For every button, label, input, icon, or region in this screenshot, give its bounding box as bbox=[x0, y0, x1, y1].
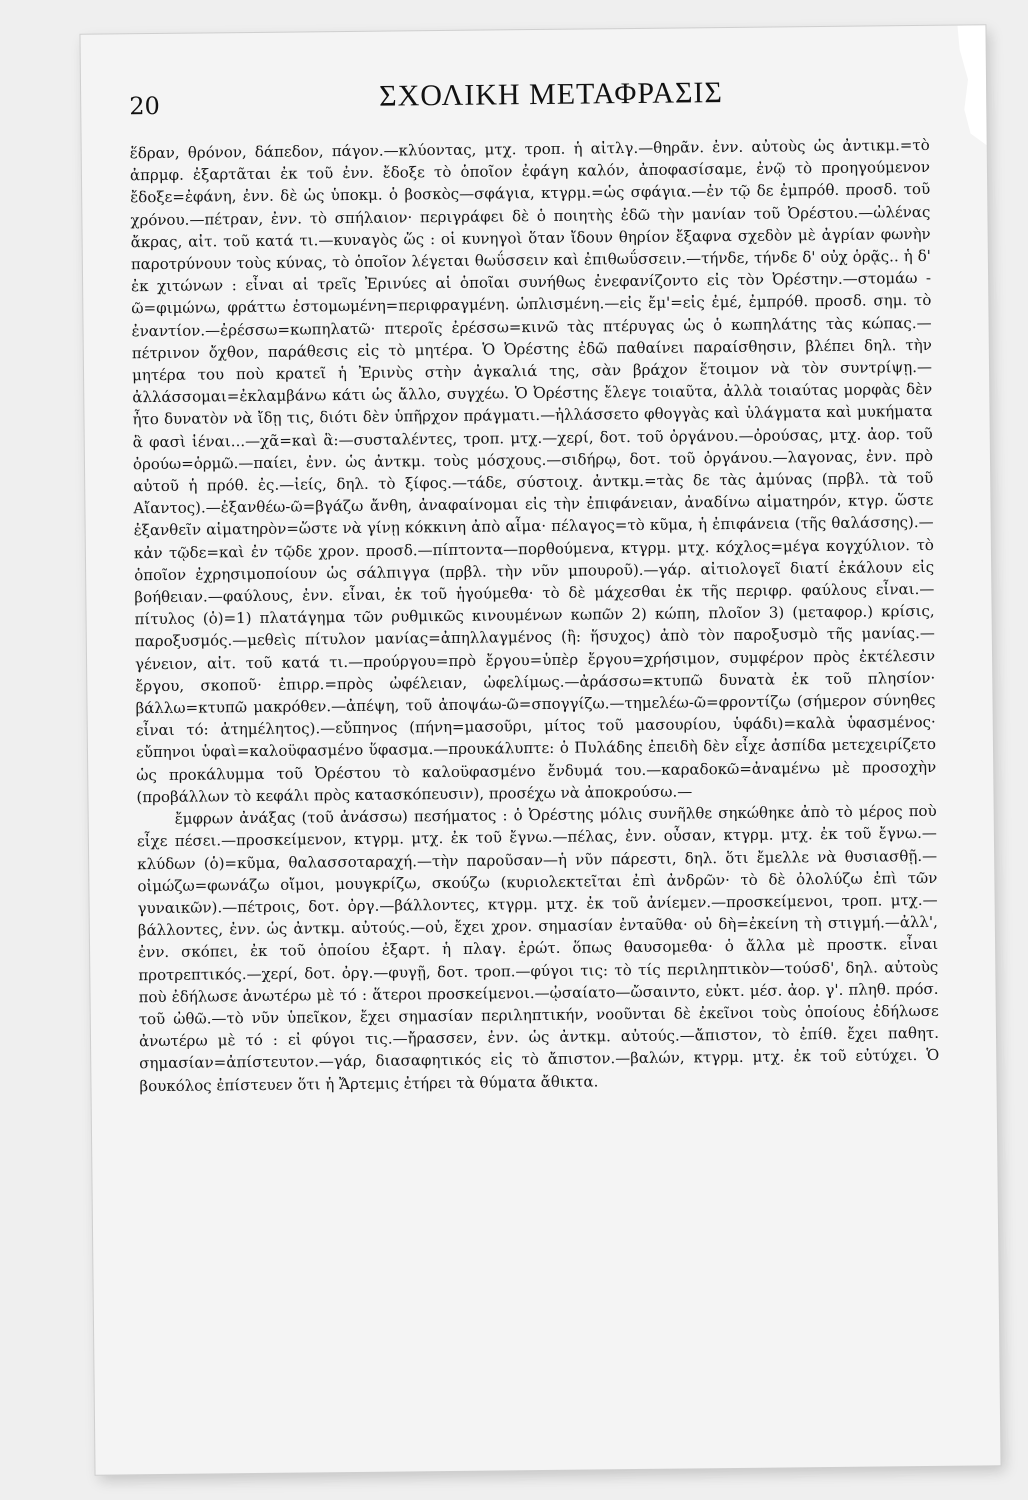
torn-page-corner bbox=[945, 25, 986, 145]
running-title: ΣΧΟΛΙΚΗ ΜΕΤΑΦΡΑΣΙΣ bbox=[378, 76, 724, 113]
body-text bbox=[130, 134, 940, 1097]
page-number: 20 bbox=[129, 91, 160, 121]
paragraph-1: ἕδραν, θρόνον, δάπεδον, πάγον.—κλύοντας, μτχ. τροπ. ἡ αἰτλγ.—θηρᾶν. ἐνν. αὐτοὺς ὡς ἀντικμ.=τὸ ἀπρμφ. ἐξαρτᾶται ἐκ τοῦ ἐνν. ἔδοξε τὸ ὁποῖον ἐφάγη καλόν, ἀποφασίσαμε, ἐνῷ τὸ προηγούμενον ἔδοξε=ἐφάνη, ἐνν. δὲ ὡς ὑποκμ. ὁ βοσκὸς—σφάγια, κτγρμ.=ὡς σφάγια.—ἐν τῷ δε ἐμπρόθ. προσδ. τοῦ χρόνου.—πέτραν, ἐνν. τὸ σπήλαιον· περιγράφει δὲ ὁ ποιητὴς ἐδῶ τὴν μανίαν τοῦ Ὀρέστου.—ὠλένας ἄκρας, αἰτ. τοῦ κατά τι.—κυναγὸς ὥς : οἱ κυνηγοὶ ὅταν ἴδουν θηρίον ἔξαφνα σχεδὸν μὲ ἀγρίαν φωνὴν παροτρύνουν τοὺς κύνας, τὸ ὁποῖον λέγεται θωΰσσειν καὶ ἐπιθωΰσσειν.—τήνδε, τήνδε δ' οὐχ ὁρᾷς.. ἡ δ' ἐκ χιτώνων : εἶναι αἱ τρεῖς Ἐρινύες αἱ ὁποῖαι συνήθως ἐνεφανίζοντο εἰς τὸν Ὀρέστην.—στομάω - ῶ=φιμώνω, φράττω ἐστομωμένη=περιφραγμένη. ὡπλισμένη.—εἰς ἔμ'=εἰς ἐμέ, ἐμπρόθ. προσδ. σημ. τὸ ἐναντίον.—ἐρέσσω=κωπηλατῶ· πτεροῖς ἐρέσσω=κινῶ τὰς πτέρυγας ὡς ὁ κωπηλάτης τὰς κώπας.—πέτρινον ὄχθον, παράθεσις εἰς τὸ μητέρα. Ὁ Ὀρέστης ἐδῶ παθαίνει παραίσθησιν, βλέπει δηλ. τὴν μητέρα του ποὺ κρατεῖ ἡ Ἐρινὺς στὴν ἀγκαλιά της, σὰν βράχον ἕτοιμον νὰ τὸν συντρίψῃ.—ἀλλάσσομαι=ἐκλαμβάνω κάτι ὡς ἄλλο, συγχέω. Ὁ Ὀρέστης ἔλεγε τοιαῦτα, ἀλλὰ τοιαύτας μορφὰς δὲν ἦτο δυνατὸν νὰ ἴδῃ τις, διότι δὲν ὑπῆρχον πράγματι.—ἠλλάσσετο φθογγὰς καὶ ὑλάγματα καὶ μυκήματα ἃ φασὶ ἱέναι...—χᾶ=καὶ ἃ:—συσταλέντες, τροπ. μτχ.—χερί, δοτ. τοῦ ὀργάνου.—ὀρούσας, μτχ. ἀορ. τοῦ ὀρούω=ὁρμῶ.—παίει, ἐνν. ὡς ἀντκμ. τοὺς μόσχους.—σιδήρῳ, δοτ. τοῦ ὀργάνου.—λαγονας, ἐνν. πρὸ αὐτοῦ ἡ πρόθ. ἐς.—ἰείς, δηλ. τὸ ξίφος.—τάδε, σύστοιχ. ἀντκμ.=τὰς δε τὰς ἀμύνας (πρβλ. τὰ τοῦ Αἴαντος).—ἐξανθέω-ῶ=βγάζω ἄνθη, ἀναφαίνομαι εἰς τὴν ἐπιφάνειαν, ἀναδίνω αἱματηρόν, κτγρ. ὥστε ἐξανθεῖν αἱματηρὸν=ὥστε νὰ γίνῃ κόκκινη ἀπὸ αἷμα· πέλαγος=τὸ κῦμα, ἡ ἐπιφάνεια (τῆς θαλάσσης).—κἀν τῷδε=καὶ ἐν τῷδε χρον. προσδ.—πίπτοντα—πορθούμενα, κτγρμ. μτχ. κόχλος=μέγα κογχύλιον. τὸ ὁποῖον ἐχρησιμοποίουν ὡς σάλπιγγα (πρβλ. τὴν νῦν μπουροῦ).—γάρ. αἰτιολογεῖ διατί ἐκάλουν εἰς βοήθειαν.—φαύλους, ἐνν. εἶναι, ἐκ τοῦ ἡγούμεθα· τὸ δὲ μάχεσθαι ἐκ τῆς περιφρ. φαύλους εἶναι.—πίτυλος (ὁ)=1) πλατάγημα τῶν ρυθμικῶς κινουμένων κωπῶν 2) κώπη, πλοῖον 3) (μεταφορ.) κρίσις, παροξυσμός.—μεθεὶς πίτυλον μανίας=ἀπηλλαγμένος (ἢ: ἥσυχος) ἀπὸ τὸν παροξυσμὸ τῆς μανίας.—γένειον, αἰτ. τοῦ κατά τι.—προύργου=πρὸ ἔργου=ὑπὲρ ἔργου=χρήσιμον, συμφέρον πρὸς ἐκτέλεσιν ἔργου, σκοποῦ· ἐπιρρ.=πρὸς ὠφέλειαν, ὠφελίμως.—ἀράσσω=κτυπῶ δυνατὰ ἐκ τοῦ πλησίον· βάλλω=κτυπῶ μακρόθεν.—ἀπέψη, τοῦ ἀποψάω-ῶ=σπογγίζω.—τημελέω-ῶ=φροντίζω (σήμερον σύνηθες εἶναι τό: ἀτημέλητος).—εὔπηνος (πήνη=μασοῦρι, μίτος τοῦ μασουρίου, ὑφάδι)=καλὰ ὑφασμένος· εὔπηνοι ὑφαὶ=καλοϋφασμένο ὕφασμα.—προυκάλυπτε: ὁ Πυλάδης ἐπειδὴ δὲν εἶχε ἀσπίδα μετεχειρίζετο ὡς προκάλυμμα τοῦ Ὀρέστου τὸ καλοϋφασμένο ἔνδυμά του.—καραδοκῶ=ἀναμένω μὲ προσοχὴν (προβάλλων τὸ κεφάλι πρὸς κατασκόπευσιν), προσέχω νὰ ἀποκρούσω.— bbox=[129, 135, 937, 807]
paragraph-2: ἔμφρων ἀνάξας (τοῦ ἀνάσσω) πεσήματος : ὁ Ὀρέστης μόλις συνῆλθε σηκώθηκε ἀπὸ τὸ μέρος ποὺ εἶχε πέσει.—προσκείμενον, κτγρμ. μτχ. ἐκ τοῦ ἔγνω.—πέλας, ἐνν. οὖσαν, κτγρμ. μτχ. ἐκ τοῦ ἔγνω.—κλύδων (ὁ)=κῦμα, θαλασσοταραχή.—τὴν παροῦσαν—ἡ νῦν πάρεστι, δηλ. ὅτι ἔμελλε νὰ θυσιασθῇ.—οἰμώζω=φωνάζω οἴμοι, μουγκρίζω, σκούζω (κυριολεκτεῖται ἐπὶ ἀνδρῶν· τὸ δὲ ὀλολύζω ἐπὶ τῶν γυναικῶν).—πέτροις, δοτ. ὀργ.—βάλλοντες, κτγρμ. μτχ. ἐκ τοῦ ἀνίεμεν.—προσκείμενοι, τροπ. μτχ.—βάλλοντες, ἐνν. ὡς ἀντκμ. αὐτούς.—οὐ, ἔχει χρον. σημασίαν ἐνταῦθα· οὐ δὴ=ἐκείνη τὴ στιγμή.—ἀλλ', ἐνν. σκόπει, ἐκ τοῦ ὁποίου ἐξαρτ. ἡ πλαγ. ἐρώτ. ὅπως θαυσομεθα· ὁ ἄλλα μὲ προστκ. εἶναι προτρεπτικός.—χερί, δοτ. ὀργ.—φυγῇ, δοτ. τροπ.—φύγοι τις: τὸ τίς περιληπτικὸν—τούσδ', δηλ. αὐτοὺς ποὺ ἐδήλωσε ἀνωτέρω μὲ τό : ἅτεροι προσκείμενοι.—ᾠσαίατο—ὤσαιντο, εὐκτ. μέσ. ἀορ. γ'. πληθ. πρόσ. τοῦ ὠθῶ.—τὸ νῦν ὑπεῖκον, ἔχει σημασίαν περιληπτικήν, νοοῦνται δὲ ἐκεῖνοι τοὺς ὁποίους ἐδήλωσε ἀνωτέρω μὲ τό : εἰ φύγοι τις.—ἤρασσεν, ἐνν. ὡς ἀντκμ. αὐτούς.—ἄπιστον, τὸ ἐπίθ. ἔχει παθητ. σημασίαν=ἀπίστευτον.—γάρ, διασαφητικός εἰς τὸ ἄπιστον.—βαλών, κτγρμ. μτχ. ἐκ τοῦ εὐτύχει. Ὁ βουκόλος ἐπίστευεν ὅτι ἡ Ἄρτεμις ἐτήρει τὰ θύματα ἄθικτα. bbox=[136, 801, 940, 1095]
page-header bbox=[129, 74, 939, 122]
book-page bbox=[80, 25, 1000, 1474]
